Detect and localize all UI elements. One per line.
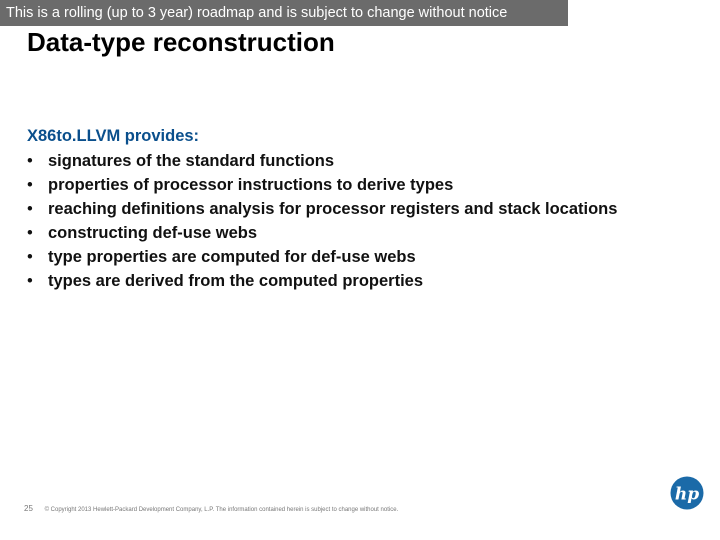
bullet-text: types are derived from the computed properties (48, 272, 424, 290)
body-heading: X86to.LLVM provides: (27, 127, 200, 145)
slide-title: Data-type reconstruction (27, 27, 335, 57)
bullet-text: properties of processor instructions to derive types (48, 176, 454, 194)
hp-logo-icon (670, 476, 704, 510)
bullet-icon: • (27, 152, 33, 170)
page-number: 25 (24, 504, 33, 513)
roadmap-disclaimer-banner (0, 0, 568, 26)
banner-text: This is a rolling (up to 3 year) roadmap and is subject to change without notice (6, 5, 508, 21)
bullet-item (27, 173, 627, 197)
bullet-icon: • (27, 248, 33, 266)
copyright-text: © Copyright 2013 Hewlett-Packard Development Company, L.P. The information contained herein is subject to change without notice. (44, 507, 399, 513)
bullet-text: reaching definitions analysis for processor registers and stack locations (48, 200, 618, 218)
bullet-text: signatures of the standard functions (48, 152, 335, 170)
bullet-item (27, 245, 627, 269)
bullet-item (27, 269, 627, 293)
bullet-icon: • (27, 224, 33, 242)
logo-text: hp (674, 484, 700, 505)
bullet-text: type properties are computed for def-use webs (48, 248, 416, 266)
bullet-list (27, 149, 627, 293)
bullet-icon: • (27, 200, 33, 218)
bullet-text: constructing def-use webs (48, 224, 258, 242)
bullet-icon: • (27, 176, 33, 194)
bullet-icon: • (27, 272, 33, 290)
bullet-item (27, 221, 627, 245)
slide-body (27, 124, 627, 293)
slide-footer (24, 504, 398, 513)
bullet-item (27, 197, 627, 221)
bullet-item (27, 149, 627, 173)
